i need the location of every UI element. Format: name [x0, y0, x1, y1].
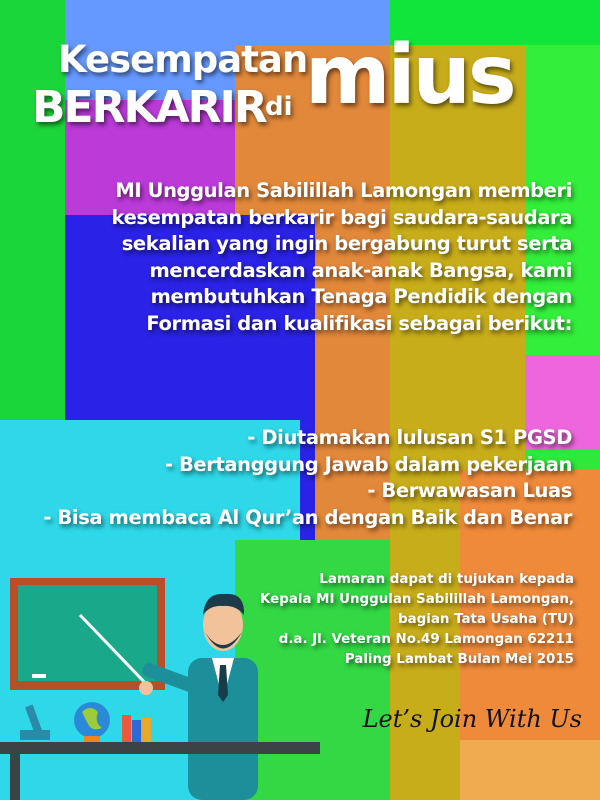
globe-icon [74, 702, 110, 742]
brand-logo-text: mius [305, 28, 514, 123]
address-line: Kepala MI Unggulan Sabilillah Lamongan, [260, 592, 574, 607]
requirements-list [43, 425, 572, 531]
headline-di: di [265, 92, 293, 122]
requirement-item: - Berwawasan Luas [367, 479, 572, 502]
blackboard-icon [10, 578, 165, 690]
requirement-item: - Bertanggung Jawab dalam pekerjaan [164, 452, 572, 476]
headline-line2: BERKARIR [32, 82, 266, 133]
address-line: d.a. Jl. Veteran No.49 Lamongan 62211 [278, 632, 574, 647]
requirement-item: - Diutamakan lulusan S1 PGSD [247, 426, 572, 449]
intro-line: Formasi dan kualifikasi sebagai berikut: [146, 311, 572, 335]
intro-line: membutuhkan Tenaga Pendidik dengan [150, 285, 572, 308]
teacher-illustration [0, 570, 320, 800]
headline-line1: Kesempatan [58, 38, 308, 81]
join-call-to-action: Let’s Join With Us [362, 705, 582, 733]
address-line: bagian Tata Usaha (TU) [398, 612, 574, 627]
address-line: Lamaran dapat di tujukan kepada [319, 572, 574, 587]
intro-paragraph [32, 178, 572, 337]
intro-line: mencerdaskan anak-anak Bangsa, kami [149, 258, 572, 282]
address-line: Paling Lambat Bulan Mei 2015 [344, 652, 574, 667]
desk [0, 742, 320, 754]
microscope-icon [20, 705, 50, 740]
intro-line: sekalian yang ingin bergabung turut serta [121, 232, 572, 255]
intro-line: kesempatan berkarir bagi saudara-saudara [111, 205, 572, 229]
intro-line: MI Unggulan Sabilillah Lamongan memberi [115, 179, 572, 202]
requirement-item: - Bisa membaca Al Qur’an dengan Baik dan Benar [43, 505, 572, 529]
books-icon [122, 715, 151, 742]
